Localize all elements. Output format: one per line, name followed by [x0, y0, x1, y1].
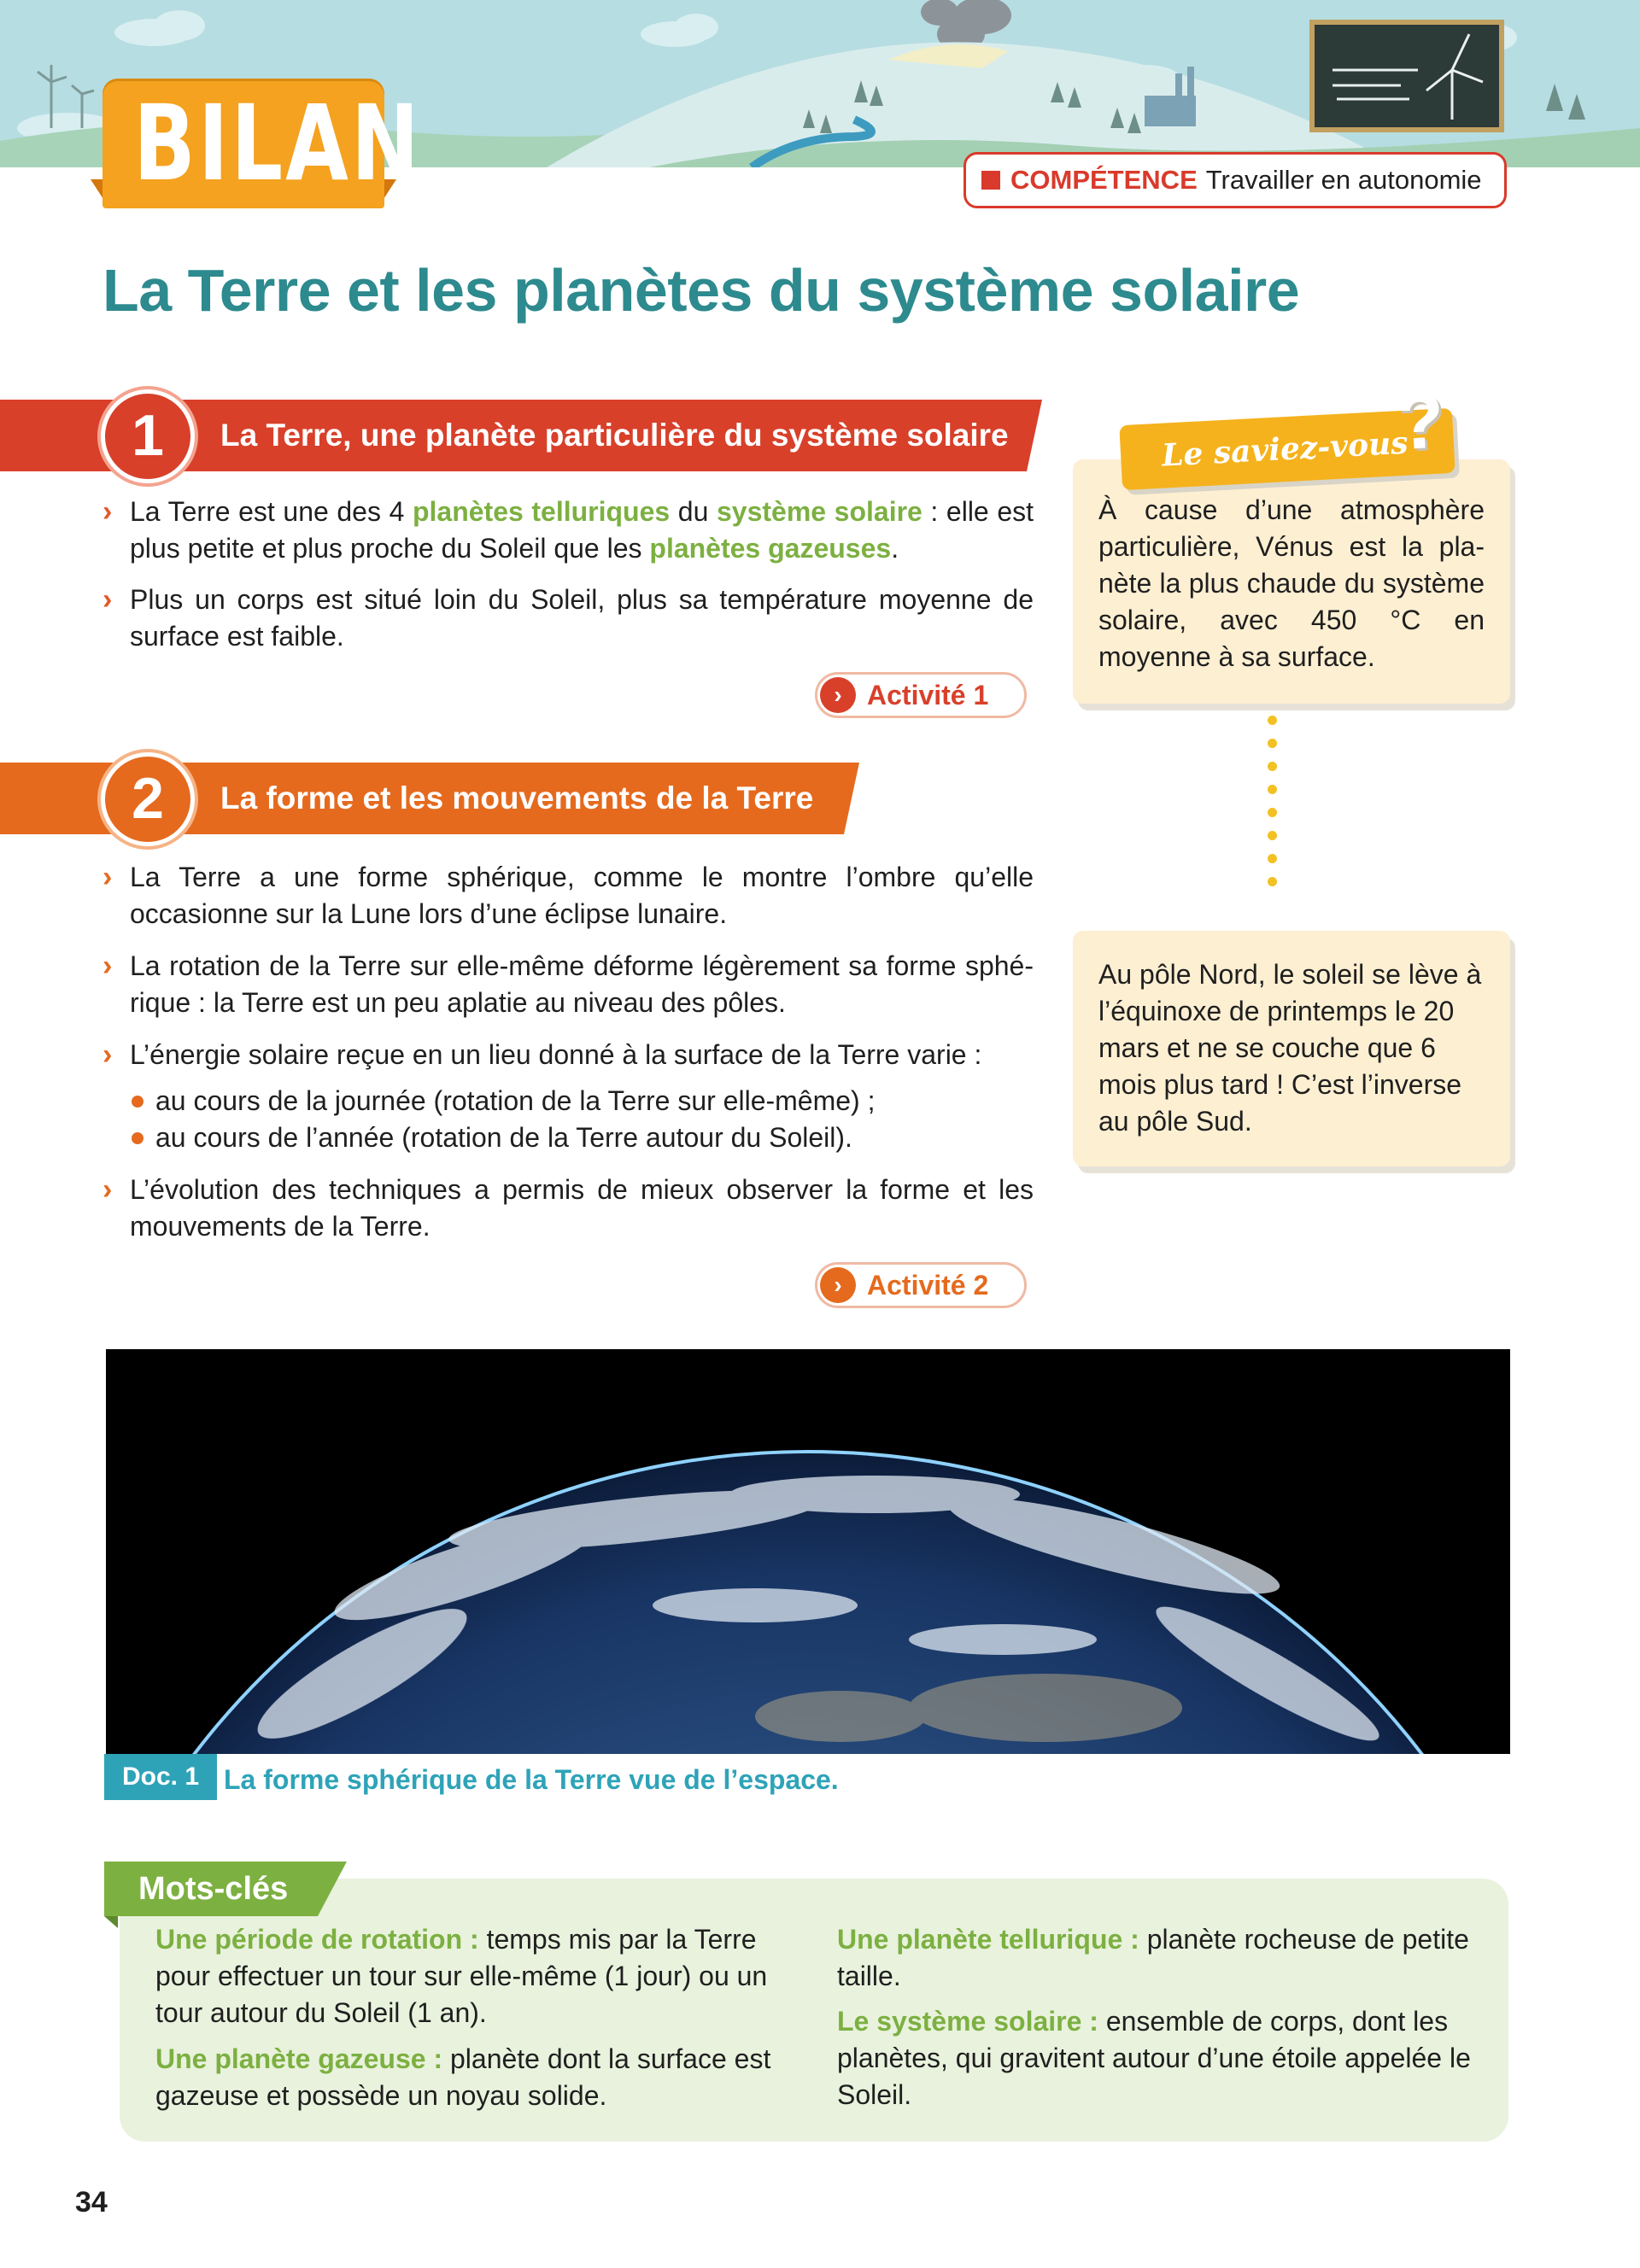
fact-note-north-pole: Au pôle Nord, le soleil se lève à l’équinoxe de printemps le 20 mars et ne se couche que 6 mois plus tard ! C’est l’inverse au pôle Sud.	[1073, 931, 1510, 1166]
section-2-paragraph-2	[102, 948, 1034, 1021]
section-1-paragraph-1	[102, 494, 1034, 567]
section-2-paragraph-3	[102, 1037, 1034, 1073]
section-1-title: La Terre, une planète particulière du système solaire	[220, 418, 1009, 453]
tag-face	[102, 79, 422, 208]
bilan-tag	[91, 79, 422, 208]
keyword-term: Le système solaire :	[837, 2006, 1098, 2037]
activity-2-link[interactable]	[815, 1262, 1027, 1308]
activity-1-label: Activité 1	[867, 680, 989, 710]
text-run: La rotation de la Terre sur elle-même déforme légèrement sa forme sphérique : la Terre est un peu aplatie au niveau des pôles.	[130, 950, 1034, 1018]
chevron-right-icon: ›	[102, 861, 113, 893]
section-2-title: La forme et les mouvements de la Terre	[220, 780, 814, 815]
text-run: La Terre a une forme sphérique, comme le montre l’ombre qu’elle occasionne sur la Lune lors d’une éclipse lunaire.	[130, 862, 1034, 929]
section-1-paragraph-2	[102, 582, 1034, 655]
chevron-right-icon: ›	[102, 950, 113, 982]
fact-note-venus: À cause d’une atmosphère particulière, Vénus est la planète la plus chaude du système solaire, avec 450 °C en moyenne à sa surface.	[1073, 459, 1510, 704]
chevron-right-icon: ›	[820, 1267, 856, 1303]
chevron-right-icon: ›	[102, 583, 113, 616]
question-mark-icon: ?	[1393, 377, 1447, 467]
chevron-right-icon: ›	[820, 677, 856, 713]
text-run: du	[670, 496, 717, 527]
keyword-definition: temps mis par la Terre pour effectuer un tour sur elle-même (1 jour) ou un tour autour du Soleil (1 an).	[155, 1924, 768, 2028]
list-item	[128, 1083, 1034, 1119]
doc-label: Doc. 1	[104, 1754, 217, 1800]
section-2-number: 2	[101, 752, 195, 846]
dotted-connector	[1268, 716, 1278, 929]
competence-key: COMPÉTENCE	[1010, 165, 1198, 195]
keyword-highlight: planètes gazeuses	[649, 533, 892, 564]
activity-1-link[interactable]	[815, 672, 1027, 718]
keyword-term: Une planète tellurique :	[837, 1924, 1139, 1955]
text-run: .	[891, 533, 899, 564]
section-1-number: 1	[101, 389, 195, 483]
keyword-highlight: système solaire	[716, 496, 922, 527]
keyword-tellurique	[837, 1921, 1495, 1995]
energy-bullet-list	[128, 1083, 1034, 1156]
keywords-tag-fold	[104, 1916, 118, 1928]
list-item	[128, 1119, 1034, 1156]
text-run: L’énergie solaire reçue en un lieu donné à la surface de la Terre varie :	[130, 1039, 982, 1070]
le-saviez-vous-label: Le saviez-vous	[1161, 424, 1409, 474]
keyword-definition: ensemble de corps, dont les planètes, qui gravitent autour d’une étoile appelée le Soleil.	[837, 2006, 1471, 2110]
keyword-definition: planète dont la surface est gazeuse et possède un noyau solide.	[155, 2043, 771, 2111]
bilan-label: BILAN	[133, 83, 422, 204]
page-number: 34	[75, 2186, 108, 2218]
keywords-label: Mots-clés	[138, 1871, 289, 1907]
keyword-highlight: planètes telluriques	[412, 496, 671, 527]
keyword-definition: planète rocheuse de petite taille.	[837, 1924, 1469, 1991]
section-2-paragraph-4	[102, 1172, 1034, 1245]
chevron-right-icon: ›	[102, 495, 113, 528]
bullet-dot-icon	[132, 1096, 144, 1108]
list-item-text: au cours de la journée (rotation de la Terre sur elle-même) ;	[155, 1085, 876, 1116]
text-run: La Terre est une des 4	[130, 496, 413, 527]
page-title: La Terre et les planètes du système solaire	[102, 257, 1300, 324]
text-run: : elle est plus petite et plus proche du Soleil que les	[130, 496, 1034, 564]
keyword-term: Une planète gazeuse :	[155, 2043, 443, 2074]
earth-from-space-photo	[106, 1349, 1510, 1754]
square-icon	[981, 171, 1000, 190]
list-item-text: au cours de l’année (rotation de la Terre autour du Soleil).	[155, 1122, 852, 1153]
keyword-gazeuse	[155, 2041, 813, 2114]
keyword-rotation	[155, 1921, 813, 2031]
keyword-term: Une période de rotation :	[155, 1924, 479, 1955]
doc-caption: La forme sphérique de la Terre vue de l’espace.	[224, 1764, 839, 1795]
earth-illustration	[106, 1349, 1510, 1754]
text-run: L’évolution des techniques a permis de mieux observer la forme et les mouvements de la Terre.	[130, 1174, 1034, 1242]
text-run: Plus un corps est situé loin du Soleil, plus sa température moyenne de surface est faible.	[130, 584, 1034, 652]
chevron-right-icon: ›	[102, 1173, 113, 1206]
bullet-dot-icon	[132, 1132, 144, 1144]
chevron-right-icon: ›	[102, 1038, 113, 1071]
keywords-tag	[104, 1862, 347, 1916]
section-2-paragraph-1	[102, 859, 1034, 932]
competence-badge	[964, 152, 1507, 208]
activity-2-label: Activité 2	[867, 1270, 989, 1301]
competence-text: Travailler en autonomie	[1205, 165, 1482, 195]
keyword-systeme-solaire	[837, 2003, 1495, 2113]
